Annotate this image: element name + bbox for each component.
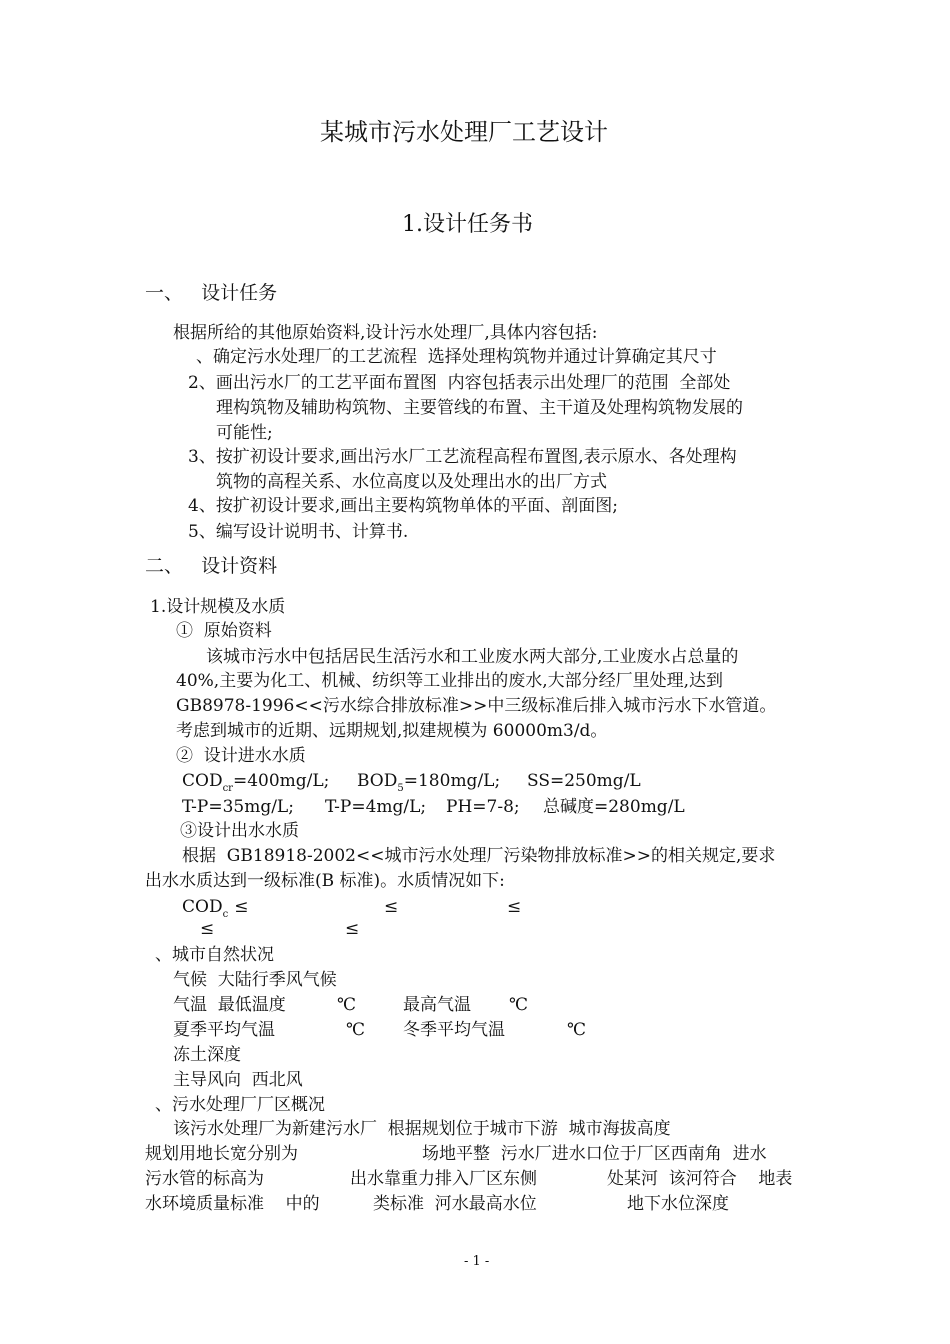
le-symbol: ≤ — [345, 919, 360, 939]
site-line: 水环境质量标准 中的 — [145, 1194, 320, 1214]
paragraph-line: GB8978-1996<<污水综合排放标准>>中三级标准后排入城市污水下水管道。 — [176, 696, 777, 716]
section-heading-data: 二、 设计资料 — [145, 555, 278, 577]
le-symbol: ≤ — [507, 897, 522, 917]
celsius-unit: ℃ — [346, 1020, 366, 1040]
paragraph-line: 出水水质达到一级标准(B 标准)。水质情况如下: — [145, 871, 505, 891]
subsection-natural-conditions: 、城市自然状况 — [155, 945, 274, 965]
site-line: 处某河 该河符合 地表 — [607, 1169, 793, 1189]
influent-ph: PH=7-8; — [446, 797, 520, 817]
chapter-heading: 1.设计任务书 — [402, 212, 533, 237]
site-line: 该污水处理厂为新建污水厂 根据规划位于城市下游 城市海拔高度 — [173, 1119, 671, 1139]
paragraph-line: 根据 GB18918-2002<<城市污水处理厂污染物排放标准>>的相关规定,要求 — [182, 846, 776, 866]
page-number: - 1 - — [464, 1254, 490, 1269]
celsius-unit: ℃ — [509, 995, 529, 1015]
item-raw-data: ① 原始资料 — [176, 621, 272, 641]
celsius-unit: ℃ — [567, 1020, 587, 1040]
effluent-cod: $COD_c$ ≤ — [182, 897, 249, 920]
paragraph-line: 考虑到城市的近期、远期规划,拟建规模为 60000m3/d。 — [176, 721, 608, 741]
intro-text: 根据所给的其他原始资料,设计污水处理厂,具体内容包括: — [173, 323, 598, 343]
task-item-2: 2、画出污水厂的工艺平面布置图 内容包括表示出处理厂的范围 全部处 — [188, 373, 731, 393]
site-line: 类标准 河水最高水位 — [373, 1194, 537, 1214]
influent-alkalinity: 总碱度=280mg/L — [543, 797, 685, 817]
influent-bod: $BOD_5=180mg/L$; — [357, 771, 501, 794]
le-symbol: ≤ — [384, 897, 399, 917]
site-line: 场地平整 污水厂进水口位于厂区西南角 进水 — [422, 1144, 767, 1164]
summer-temp-label: 夏季平均气温 — [173, 1020, 275, 1040]
task-item-3: 3、按扩初设计要求,画出污水厂工艺流程高程布置图,表示原水、各处理构 — [188, 447, 737, 467]
site-line: 出水靠重力排入厂区东侧 — [350, 1169, 537, 1189]
influent-ss: SS=250mg/L — [527, 771, 641, 791]
le-symbol: ≤ — [200, 919, 215, 939]
item-influent-quality: ② 设计进水水质 — [176, 746, 306, 766]
task-item-5: 5、编写设计说明书、计算书. — [188, 522, 409, 542]
site-line: 污水管的标高为 — [145, 1169, 264, 1189]
site-line: 规划用地长宽分别为 — [145, 1144, 298, 1164]
frost-depth-label: 冻土深度 — [173, 1045, 241, 1065]
subsection-site: 、污水处理厂厂区概况 — [155, 1095, 325, 1115]
winter-temp-label: 冬季平均气温 — [403, 1020, 505, 1040]
task-item-3-cont: 筑物的高程关系、水位高度以及处理出水的出厂方式 — [216, 472, 607, 492]
celsius-unit: ℃ — [337, 995, 357, 1015]
subsection-scale: 1.设计规模及水质 — [150, 597, 286, 617]
paragraph-line: 40%,主要为化工、机械、纺织等工业排出的废水,大部分经厂里处理,达到 — [176, 671, 723, 691]
influent-tp-2: T-P=4mg/L; — [325, 797, 427, 817]
temp-max-label: 最高气温 — [403, 995, 471, 1015]
section-heading-tasks: 一、 设计任务 — [145, 282, 278, 304]
task-item-2-cont: 理构筑物及辅助构筑物、主要管线的布置、主干道及处理构筑物发展的 — [216, 398, 743, 418]
wind-direction: 主导风向 西北风 — [173, 1070, 303, 1090]
site-line: 地下水位深度 — [627, 1194, 729, 1214]
paragraph-line: 该城市污水中包括居民生活污水和工业废水两大部分,工业废水占总量的 — [206, 647, 739, 667]
influent-tp-1: T-P=35mg/L; — [182, 797, 294, 817]
temp-min-label: 气温 最低温度 — [173, 995, 286, 1015]
document-title: 某城市污水处理厂工艺设计 — [320, 118, 608, 146]
climate-type: 气候 大陆行季风气候 — [173, 970, 337, 990]
task-item-2-cont2: 可能性; — [216, 423, 273, 443]
task-item-4: 4、按扩初设计要求,画出主要构筑物单体的平面、剖面图; — [188, 496, 618, 516]
item-effluent-quality: ③设计出水水质 — [180, 821, 299, 841]
influent-cod: $COD_{cr}=400mg/L$; — [182, 771, 330, 794]
task-item-1: 、确定污水处理厂的工艺流程 选择处理构筑物并通过计算确定其尺寸 — [196, 347, 717, 367]
